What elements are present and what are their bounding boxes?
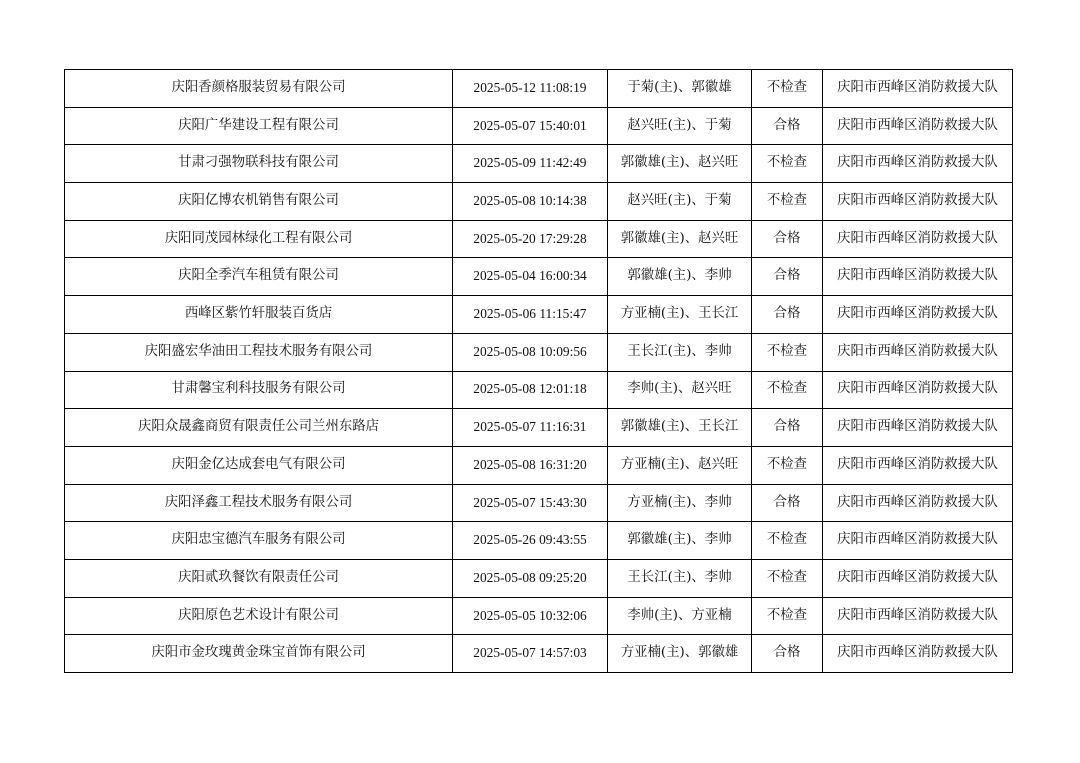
inspecting-unit-cell: 庆阳市西峰区消防救援大队: [823, 371, 1013, 409]
inspecting-unit-cell: 庆阳市西峰区消防救援大队: [823, 484, 1013, 522]
table-row: [65, 597, 1013, 635]
inspection-time-cell: 2025-05-06 11:15:47: [453, 296, 608, 334]
inspectors-cell: 郭徽雄(主)、赵兴旺: [608, 220, 752, 258]
inspection-time-cell: 2025-05-07 11:16:31: [453, 409, 608, 447]
inspecting-unit-cell: 庆阳市西峰区消防救援大队: [823, 258, 1013, 296]
result-cell: 合格: [752, 635, 823, 673]
inspection-records-table: [64, 69, 1013, 673]
result-cell: 不检查: [752, 446, 823, 484]
inspecting-unit-cell: 庆阳市西峰区消防救援大队: [823, 446, 1013, 484]
inspecting-unit-cell: 庆阳市西峰区消防救援大队: [823, 70, 1013, 108]
company-name-cell: 庆阳原色艺术设计有限公司: [65, 597, 453, 635]
table-row: [65, 371, 1013, 409]
table-row: [65, 635, 1013, 673]
result-cell: 不检查: [752, 183, 823, 221]
result-cell: 不检查: [752, 70, 823, 108]
inspectors-cell: 李帅(主)、方亚楠: [608, 597, 752, 635]
inspectors-cell: 于菊(主)、郭徽雄: [608, 70, 752, 108]
table-row: [65, 559, 1013, 597]
inspectors-cell: 赵兴旺(主)、于菊: [608, 183, 752, 221]
inspection-time-cell: 2025-05-08 16:31:20: [453, 446, 608, 484]
company-name-cell: 庆阳广华建设工程有限公司: [65, 107, 453, 145]
table-row: [65, 183, 1013, 221]
inspectors-cell: 李帅(主)、赵兴旺: [608, 371, 752, 409]
table-row: [65, 296, 1013, 334]
inspecting-unit-cell: 庆阳市西峰区消防救援大队: [823, 145, 1013, 183]
table-row: [65, 446, 1013, 484]
inspectors-cell: 方亚楠(主)、赵兴旺: [608, 446, 752, 484]
inspection-time-cell: 2025-05-08 10:09:56: [453, 333, 608, 371]
records-table-body: [65, 70, 1013, 673]
company-name-cell: 庆阳全季汽车租赁有限公司: [65, 258, 453, 296]
inspection-time-cell: 2025-05-07 15:43:30: [453, 484, 608, 522]
company-name-cell: 庆阳香颜格服装贸易有限公司: [65, 70, 453, 108]
inspecting-unit-cell: 庆阳市西峰区消防救援大队: [823, 107, 1013, 145]
table-row: [65, 409, 1013, 447]
inspectors-cell: 郭徽雄(主)、王长江: [608, 409, 752, 447]
inspecting-unit-cell: 庆阳市西峰区消防救援大队: [823, 296, 1013, 334]
table-row: [65, 258, 1013, 296]
inspection-time-cell: 2025-05-08 09:25:20: [453, 559, 608, 597]
result-cell: 不检查: [752, 333, 823, 371]
result-cell: 不检查: [752, 522, 823, 560]
company-name-cell: 庆阳忠宝德汽车服务有限公司: [65, 522, 453, 560]
inspectors-cell: 方亚楠(主)、李帅: [608, 484, 752, 522]
company-name-cell: 庆阳金亿达成套电气有限公司: [65, 446, 453, 484]
inspecting-unit-cell: 庆阳市西峰区消防救援大队: [823, 635, 1013, 673]
inspection-time-cell: 2025-05-20 17:29:28: [453, 220, 608, 258]
result-cell: 合格: [752, 107, 823, 145]
result-cell: 合格: [752, 296, 823, 334]
inspecting-unit-cell: 庆阳市西峰区消防救援大队: [823, 597, 1013, 635]
table-row: [65, 145, 1013, 183]
inspection-time-cell: 2025-05-12 11:08:19: [453, 70, 608, 108]
inspecting-unit-cell: 庆阳市西峰区消防救援大队: [823, 522, 1013, 560]
result-cell: 合格: [752, 220, 823, 258]
company-name-cell: 甘肃馨宝利科技服务有限公司: [65, 371, 453, 409]
inspection-time-cell: 2025-05-04 16:00:34: [453, 258, 608, 296]
inspecting-unit-cell: 庆阳市西峰区消防救援大队: [823, 409, 1013, 447]
inspecting-unit-cell: 庆阳市西峰区消防救援大队: [823, 220, 1013, 258]
inspection-time-cell: 2025-05-08 12:01:18: [453, 371, 608, 409]
inspecting-unit-cell: 庆阳市西峰区消防救援大队: [823, 559, 1013, 597]
table-row: [65, 70, 1013, 108]
company-name-cell: 庆阳市金玫瑰黄金珠宝首饰有限公司: [65, 635, 453, 673]
company-name-cell: 庆阳同茂园林绿化工程有限公司: [65, 220, 453, 258]
inspectors-cell: 郭徽雄(主)、李帅: [608, 522, 752, 560]
result-cell: 合格: [752, 409, 823, 447]
company-name-cell: 庆阳盛宏华油田工程技术服务有限公司: [65, 333, 453, 371]
table-row: [65, 522, 1013, 560]
inspectors-cell: 方亚楠(主)、郭徽雄: [608, 635, 752, 673]
company-name-cell: 甘肃刁强物联科技有限公司: [65, 145, 453, 183]
result-cell: 不检查: [752, 371, 823, 409]
inspectors-cell: 王长江(主)、李帅: [608, 559, 752, 597]
table-row: [65, 220, 1013, 258]
company-name-cell: 庆阳贰玖餐饮有限责任公司: [65, 559, 453, 597]
inspection-time-cell: 2025-05-26 09:43:55: [453, 522, 608, 560]
result-cell: 不检查: [752, 559, 823, 597]
inspection-time-cell: 2025-05-09 11:42:49: [453, 145, 608, 183]
inspecting-unit-cell: 庆阳市西峰区消防救援大队: [823, 183, 1013, 221]
company-name-cell: 庆阳众晟鑫商贸有限责任公司兰州东路店: [65, 409, 453, 447]
inspection-time-cell: 2025-05-07 14:57:03: [453, 635, 608, 673]
inspectors-cell: 王长江(主)、李帅: [608, 333, 752, 371]
result-cell: 合格: [752, 484, 823, 522]
inspectors-cell: 郭徽雄(主)、李帅: [608, 258, 752, 296]
inspection-records-sheet: [64, 69, 1012, 673]
inspectors-cell: 方亚楠(主)、王长江: [608, 296, 752, 334]
inspection-time-cell: 2025-05-08 10:14:38: [453, 183, 608, 221]
inspectors-cell: 赵兴旺(主)、于菊: [608, 107, 752, 145]
inspecting-unit-cell: 庆阳市西峰区消防救援大队: [823, 333, 1013, 371]
company-name-cell: 庆阳泽鑫工程技术服务有限公司: [65, 484, 453, 522]
company-name-cell: 西峰区紫竹轩服装百货店: [65, 296, 453, 334]
result-cell: 不检查: [752, 145, 823, 183]
result-cell: 不检查: [752, 597, 823, 635]
table-row: [65, 484, 1013, 522]
result-cell: 合格: [752, 258, 823, 296]
inspection-time-cell: 2025-05-07 15:40:01: [453, 107, 608, 145]
table-row: [65, 333, 1013, 371]
table-row: [65, 107, 1013, 145]
inspection-time-cell: 2025-05-05 10:32:06: [453, 597, 608, 635]
inspectors-cell: 郭徽雄(主)、赵兴旺: [608, 145, 752, 183]
company-name-cell: 庆阳亿博农机销售有限公司: [65, 183, 453, 221]
